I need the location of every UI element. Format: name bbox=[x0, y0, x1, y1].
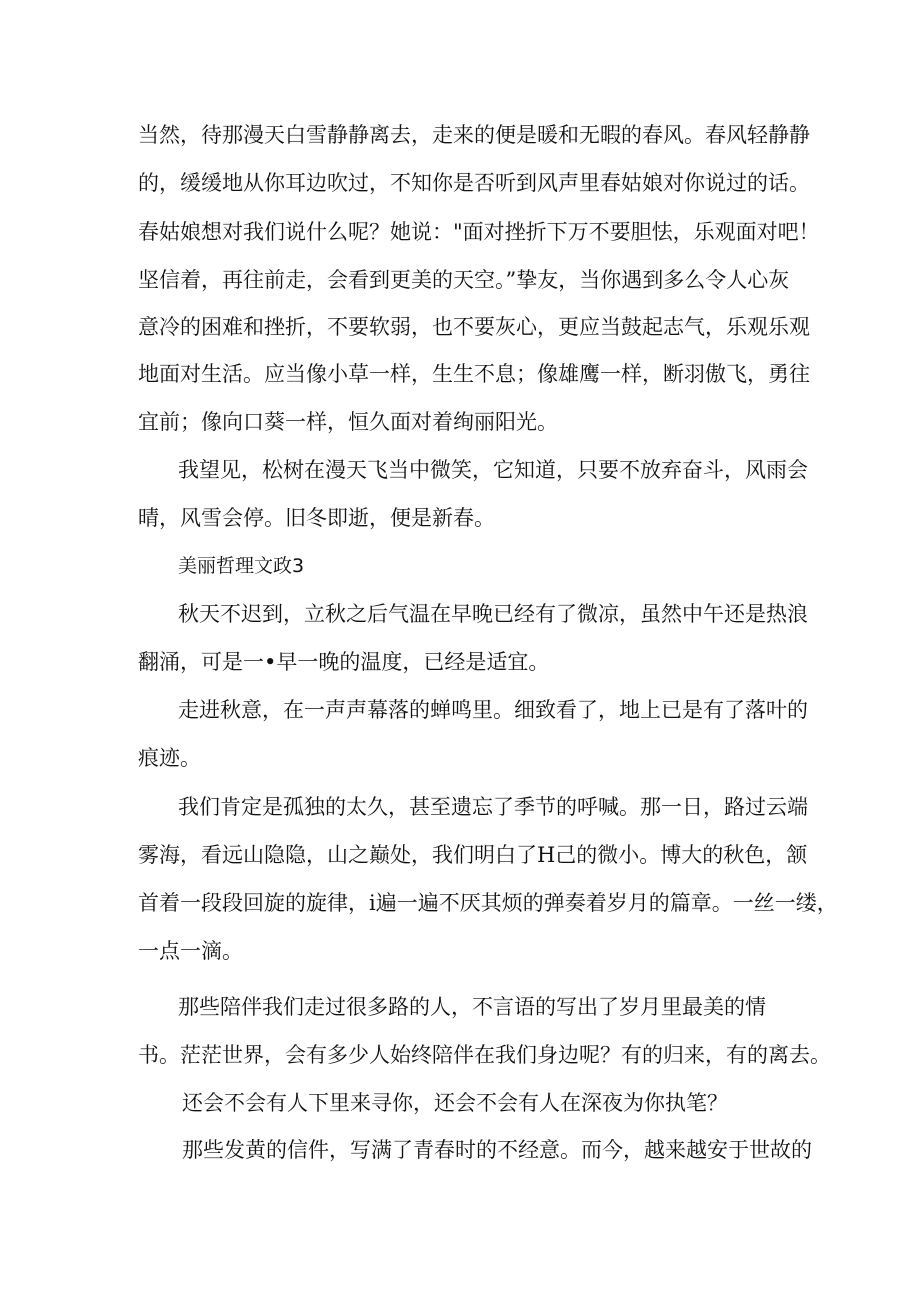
paragraph-line: 那些发黄的信件，写满了青春时的不经意。而今，越来越安于世故的 bbox=[182, 1138, 812, 1162]
paragraph-line: 宜前；像向口葵一样，恒久面对着绚丽阳光。 bbox=[138, 410, 558, 434]
paragraph-line: 坚信着，再往前走，会看到更美的天空。”挚友，当你遇到多么令人心灰 bbox=[138, 268, 790, 292]
paragraph-line: 春姑娘想对我们说什么呢？她说："面对挫折下万不要胆怯，乐观面对吧！ bbox=[138, 220, 820, 244]
paragraph-line: 地面对生活。应当像小草一样，生生不息；像雄鹰一样，断羽傲飞，勇往 bbox=[138, 362, 810, 386]
paragraph-line: 当然，待那漫天白雪静静离去，走来的便是暖和无暇的春风。春风轻静静 bbox=[138, 123, 810, 147]
paragraph-line: 痕迹。 bbox=[138, 746, 201, 770]
paragraph-line: 首着一段段回旋的旋律，i遍一遍不厌其烦的弹奏着岁月的篇章。一丝一缕， bbox=[138, 891, 838, 915]
paragraph-line: 书。茫茫世界，会有多少人始终陪伴在我们身边呢？有的归来，有的离去。 bbox=[138, 1043, 831, 1067]
paragraph-line: 的，缓缓地从你耳边吹过，不知你是否听到风声里春姑娘对你说过的话。 bbox=[138, 171, 810, 195]
paragraph-line: 走进秋意，在一声声幕落的蝉鸣里。细致看了，地上已是有了落叶的 bbox=[178, 698, 808, 722]
paragraph-line: 还会不会有人下里来寻你，还会不会有人在深夜为你执笔？ bbox=[182, 1091, 728, 1115]
paragraph-line: 秋天不迟到，立秋之后气温在早晚已经有了微凉，虽然中午还是热浪 bbox=[178, 602, 808, 626]
paragraph-line: 那些陪伴我们走过很多路的人，不言语的写出了岁月里最美的情 bbox=[178, 995, 766, 1019]
paragraph-line: 我望见，松树在漫天飞当中微笑，它知道，只要不放弃奋斗，风雨会 bbox=[178, 458, 808, 482]
paragraph-line: 翻涌，可是一•早一晚的温度，已经是适宜。 bbox=[138, 650, 550, 674]
paragraph-line: 一点一滴。 bbox=[138, 939, 243, 963]
paragraph-line: 晴，风雪会停。旧冬即逝，便是新春。 bbox=[138, 506, 495, 530]
section-heading: 美丽哲理文政3 bbox=[178, 555, 305, 577]
paragraph-line: 雾海，看远山隐隐，山之巅处，我们明白了H己的微小。博大的秋色，颔 bbox=[138, 843, 808, 867]
paragraph-line: 意冷的困难和挫折，不要软弱，也不要灰心，更应当鼓起志气，乐观乐观 bbox=[138, 315, 810, 339]
paragraph-line: 我们肯定是孤独的太久，甚至遗忘了季节的呼喊。那一日，路过云端 bbox=[178, 795, 808, 819]
